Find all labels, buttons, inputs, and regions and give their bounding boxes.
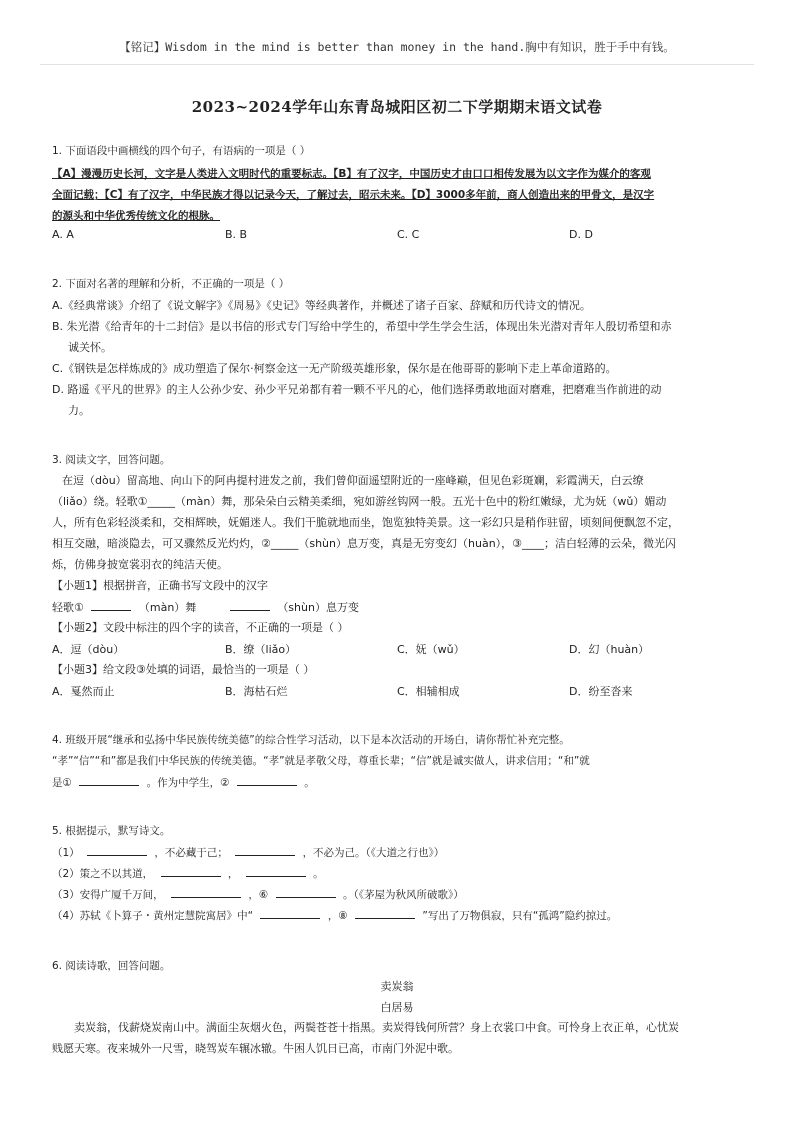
q3-passage-line3: 人，所有色彩轻淡柔和，交相辉映，妩媚迷人。我们干脆就地而坐，饱览独特美景。这一彩幻只是稍作驻留，顷刻间便飘忽不定， [52, 516, 679, 529]
q5-line3 [52, 886, 464, 903]
q1-text-line1: 【A】漫漫历史长河，文字是人类进入文明时代的重要标志。【B】有了汉字，中国历史才由口口相传发展为以文字作为媒介的客观 [52, 168, 651, 180]
q3-sub3-option-b: B．海枯石烂 [225, 685, 288, 698]
q4-label-1: 是① [52, 777, 72, 789]
q5-line1-text-a: ，不必藏于己； [154, 847, 228, 859]
q5-line4 [52, 907, 617, 924]
q1-option-a: A. A [52, 228, 74, 241]
q2-option-b-line1: B. 朱光潜《给青年的十二封信》是以书信的形式专门写给中学生的，希望中学生学会生活，体现出朱光潜对青年人殷切希望和赤 [52, 320, 672, 333]
q4-label-3: 。 [304, 777, 315, 789]
q4-blank-2[interactable] [237, 774, 297, 786]
q3-passage-line4: 相互交融，暗淡隐去，可又骤然反光灼灼，②_____（shùn）息万变，真是无穷变幻（huàn），③____；洁白轻薄的云朵，微光闪 [52, 537, 677, 550]
q5-line4-end: ”写出了万物俱寂，只有“孤鸿”隐约掠过。 [422, 910, 618, 922]
q3-subquestion-1: 【小题1】根据拼音，正确书写文段中的汉字 [52, 579, 268, 592]
q4-blank-1[interactable] [79, 774, 139, 786]
q5-line2 [52, 865, 324, 882]
q1-text-line3: 的源头和中华优秀传统文化的根脉。 [52, 210, 220, 222]
header-divider [40, 64, 754, 65]
q5-line4-mid: ，⑧ [327, 910, 348, 922]
poem-line1: 卖炭翁，伐薪烧炭南山中。满面尘灰烟火色，两鬓苍苍十指黑。卖炭得钱何所营？身上衣裳口中食。可怜身上衣正单，心忧炭 [74, 1021, 679, 1034]
q5-blank-4[interactable] [246, 865, 306, 877]
q3-passage-line1: 在逗（dòu）留高地、向山下的阿冉提村进发之前，我们曾仰面遥望附近的一座峰巅，但见色彩斑斓，彩霞满天，白云缭 [62, 474, 644, 487]
q2-option-a: A.《经典常谈》介绍了《说文解字》《周易》《史记》等经典著作，并概述了诸子百家、辞赋和历代诗文的情况。 [52, 299, 591, 312]
q3-stem: 3. 阅读文字，回答问题。 [52, 454, 171, 466]
q2-option-d-line1: D. 路遥《平凡的世界》的主人公孙少安、孙少平兄弟都有着一颗不平凡的心，他们选择勇敢地面对磨难，把磨难当作前进的动 [52, 383, 662, 396]
q5-line4-label: （4）苏轼《卜算子・黄州定慧院寓居》中“ [52, 910, 254, 922]
q5-stem: 5. 根据提示，默写诗文。 [52, 825, 171, 837]
q3-subquestion-3: 【小题3】给文段③处填的词语，最恰当的一项是（ ） [52, 663, 315, 676]
q1-option-c: C. C [397, 228, 420, 241]
q5-line1-label: （1） [52, 847, 80, 859]
q5-line3-end: 。（《茅屋为秋风所破歌》） [342, 889, 464, 901]
q5-blank-5[interactable] [171, 886, 241, 898]
q6-stem: 6. 阅读诗歌，回答问题。 [52, 960, 171, 972]
q1-stem: 1. 下面语段中画横线的四个句子，有语病的一项是（ ） [52, 145, 311, 157]
q3-sub1-pinyin-a: （màn）舞 [138, 601, 197, 614]
q5-line2-comma: ， [227, 868, 239, 880]
q3-sub1-answer-line [52, 599, 359, 616]
q3-subquestion-2: 【小题2】文段中标注的四个字的读音，不正确的一项是（ ） [52, 621, 349, 634]
q5-blank-2[interactable] [235, 844, 295, 856]
q5-line1-text-b: ，不必为己。（《大道之行也》） [302, 847, 445, 859]
q3-sub1-blank-a[interactable] [91, 599, 131, 611]
q3-sub2-option-a: A．逗（dòu） [52, 643, 125, 656]
q5-blank-7[interactable] [260, 907, 320, 919]
q3-sub2-option-d: D．幻（huàn） [569, 643, 650, 656]
q1-option-b: B. B [225, 228, 248, 241]
q5-line3-label: （3）安得广厦千万间， [52, 889, 164, 901]
poem-title: 卖炭翁 [380, 980, 414, 993]
page-title: 2023~2024学年山东青岛城阳区初二下学期期末语文试卷 [191, 98, 603, 116]
poem-line2: 贱愿天寒。夜来城外一尺雪，晓驾炭车辗冰辙。牛困人饥日已高，市南门外泥中歌。 [52, 1042, 459, 1055]
q3-sub2-option-b: B．缭（liǎo） [225, 643, 297, 656]
q4-text-line2 [52, 774, 315, 791]
q4-stem: 4. 班级开展“继承和弘扬中华民族传统美德”的综合性学习活动，以下是本次活动的开场白，请你帮忙补充完整。 [52, 734, 570, 746]
q5-line2-label: （2）策之不以其道， [52, 868, 154, 880]
q1-text-line2: 全面记载；【C】有了汉字，中华民族才得以记录今天，了解过去，昭示未来。【D】3000多年前，商人创造出来的甲骨文，是汉字 [52, 189, 655, 201]
q5-blank-6[interactable] [276, 886, 336, 898]
q5-blank-1[interactable] [87, 844, 147, 856]
q1-option-d: D. D [569, 228, 593, 241]
q5-line3-mid: ，⑥ [248, 889, 269, 901]
page-header-motto: 【铭记】Wisdom in the mind is better than money in the hand.胸中有知识，胜于手中有钱。 [119, 40, 675, 54]
q3-sub2-option-c: C．妩（wǔ） [397, 643, 465, 656]
q3-sub3-option-d: D．纷至沓来 [569, 685, 633, 698]
q2-option-c: C.《钢铁是怎样炼成的》成功塑造了保尔·柯察金这一无产阶级英雄形象，保尔是在他哥哥的影响下走上革命道路的。 [52, 362, 617, 375]
q5-line1 [52, 844, 444, 861]
q2-stem: 2. 下面对名著的理解和分析，不正确的一项是（ ） [52, 278, 290, 290]
q3-sub3-option-a: A．戛然而止 [52, 685, 115, 698]
q3-sub1-label-a: 轻歌① [52, 601, 84, 614]
q3-passage-line5: 烁，仿佛身披宽裳羽衣的纯洁天使。 [52, 558, 228, 571]
q2-option-b-line2: 诚关怀。 [68, 341, 112, 354]
q2-option-d-line2: 力。 [68, 404, 90, 417]
poem-author: 白居易 [380, 1001, 414, 1014]
q3-sub1-blank-b[interactable] [230, 599, 270, 611]
q5-blank-8[interactable] [355, 907, 415, 919]
q3-sub1-pinyin-b: （shùn）息万变 [277, 601, 359, 614]
q5-line2-end: 。 [313, 868, 324, 880]
q4-text-line1: “孝”“信”“和”都是我们中华民族的传统美德。“孝”就是孝敬父母，尊重长辈；“信”就是诚实做人，讲求信用；“和”就 [52, 755, 590, 767]
q3-passage-line2: （liǎo）绕。轻歌①_____（màn）舞，那朵朵白云精美柔细，宛如游丝钩网一般。五光十色中的粉红嫩绿，尤为妩（wǔ）媚动 [52, 495, 667, 508]
q4-label-2: 。作为中学生，② [146, 777, 230, 789]
q5-blank-3[interactable] [161, 865, 221, 877]
q3-sub3-option-c: C．相辅相成 [397, 685, 460, 698]
